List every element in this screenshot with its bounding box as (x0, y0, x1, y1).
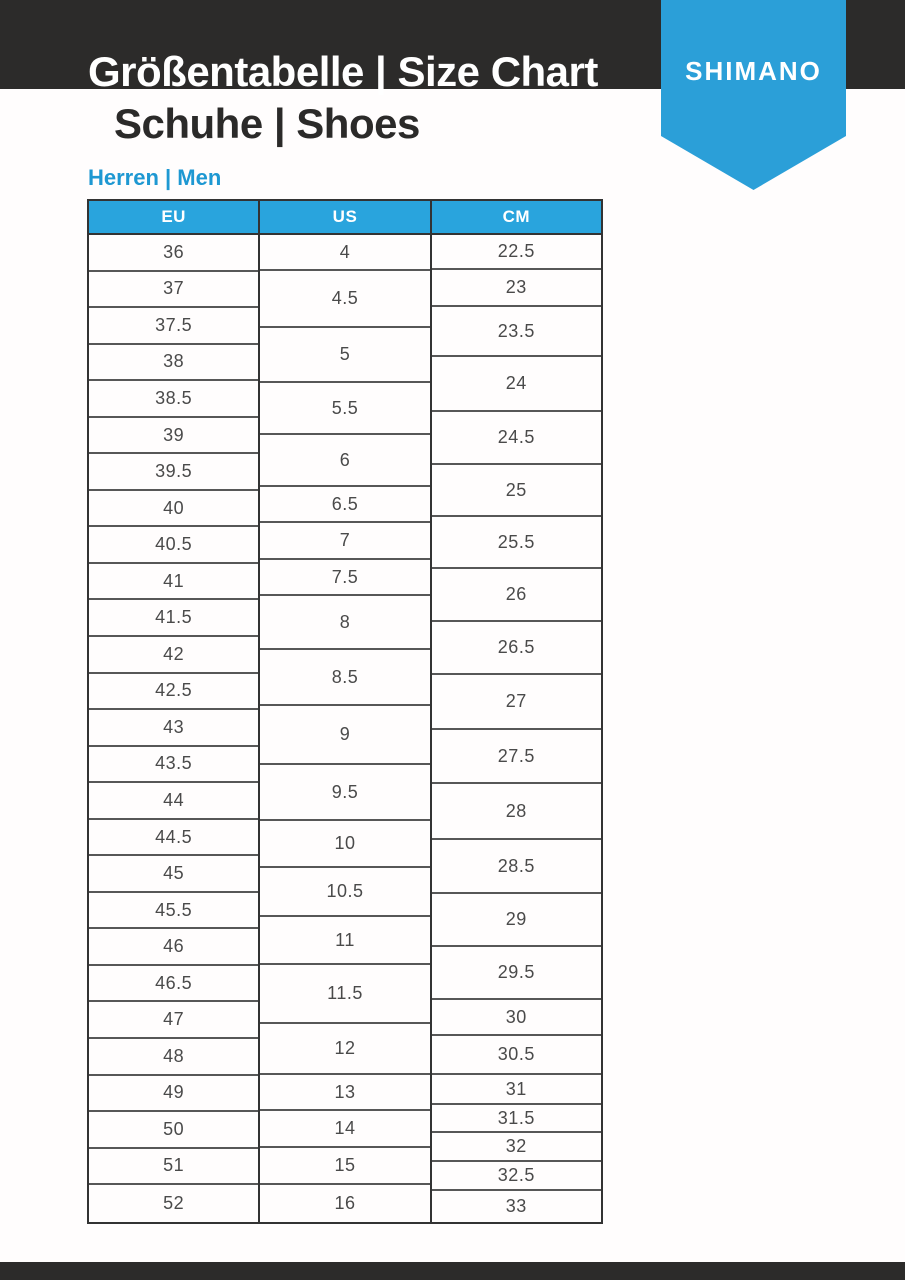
column-header-cm: CM (432, 201, 601, 235)
size-cell-eu-43: 43 (89, 710, 258, 747)
size-cell-us-13: 13 (260, 1075, 429, 1111)
size-cell-eu-39: 39 (89, 418, 258, 455)
size-cell-eu-38: 38 (89, 345, 258, 382)
size-cell-cm-27.5: 27.5 (432, 730, 601, 784)
size-cell-eu-37: 37 (89, 272, 258, 309)
size-cell-cm-24.5: 24.5 (432, 412, 601, 465)
size-cell-us-8: 8 (260, 596, 429, 650)
size-cell-eu-49: 49 (89, 1076, 258, 1113)
size-cell-cm-26: 26 (432, 569, 601, 622)
size-cell-eu-38.5: 38.5 (89, 381, 258, 418)
size-cell-us-11.5: 11.5 (260, 965, 429, 1024)
size-cell-eu-51: 51 (89, 1149, 258, 1186)
column-header-us: US (260, 201, 429, 235)
size-cell-cm-28.5: 28.5 (432, 840, 601, 894)
size-cell-cm-23.5: 23.5 (432, 307, 601, 357)
size-cell-cm-25.5: 25.5 (432, 517, 601, 569)
size-cell-cm-28: 28 (432, 784, 601, 840)
size-cell-us-5: 5 (260, 328, 429, 383)
size-cell-cm-24: 24 (432, 357, 601, 412)
size-cell-cm-33: 33 (505, 1196, 527, 1216)
shimano-ribbon (661, 0, 846, 190)
size-cell-eu-36: 36 (89, 235, 258, 272)
page-title: Größentabelle | Size Chart (88, 48, 598, 95)
size-cell-us-6.5: 6.5 (260, 487, 429, 523)
size-cell-us-8.5: 8.5 (260, 650, 429, 706)
size-cell-us-9.5: 9.5 (260, 765, 429, 821)
size-cell-us-6: 6 (260, 435, 429, 487)
size-cell-eu-41.5: 41.5 (89, 600, 258, 637)
size-cell-eu-50: 50 (89, 1112, 258, 1149)
size-cell-eu-40.5: 40.5 (89, 527, 258, 564)
size-cell-us-4.5: 4.5 (260, 271, 429, 328)
size-cell-us-16: 16 (334, 1193, 356, 1213)
size-cell-eu-52: 52 (163, 1192, 185, 1213)
size-cell-cm-29.5: 29.5 (432, 947, 601, 1000)
size-cell-us-10.5: 10.5 (260, 868, 429, 917)
column-header-eu: EU (89, 201, 258, 235)
bottom-band (0, 1262, 905, 1280)
size-cell-us-7.5: 7.5 (260, 560, 429, 596)
size-cell-eu-37.5: 37.5 (89, 308, 258, 345)
size-cell-eu-39.5: 39.5 (89, 454, 258, 491)
brand-logo: SHIMANO (685, 56, 822, 86)
section-label: Herren | Men (88, 165, 222, 190)
column-eu (89, 201, 258, 1222)
size-cell-cm-30.5: 30.5 (432, 1036, 601, 1075)
size-cell-us-11: 11 (260, 917, 429, 965)
column-us (258, 201, 429, 1222)
size-cell-eu-45: 45 (89, 856, 258, 893)
size-cell-eu-42: 42 (89, 637, 258, 674)
size-cell-cm-25: 25 (432, 465, 601, 517)
size-cell-us-7: 7 (260, 523, 429, 560)
size-cell-us-9: 9 (260, 706, 429, 765)
size-cell-us-12: 12 (260, 1024, 429, 1075)
ribbon-pennant-shape (661, 0, 846, 190)
column-cm (430, 201, 601, 1222)
size-cell-eu-46: 46 (89, 929, 258, 966)
size-cell-eu-47: 47 (89, 1002, 258, 1039)
size-cell-us-5.5: 5.5 (260, 383, 429, 435)
size-cell-cm-27: 27 (432, 675, 601, 730)
size-cell-eu-44.5: 44.5 (89, 820, 258, 857)
size-cell-us-4: 4 (260, 235, 429, 271)
size-cell-cm-31.5: 31.5 (432, 1105, 601, 1133)
size-cell-cm-23: 23 (432, 270, 601, 307)
size-cell-eu-43.5: 43.5 (89, 747, 258, 784)
page-subtitle: Schuhe | Shoes (114, 100, 420, 147)
size-cell-cm-30: 30 (432, 1000, 601, 1036)
size-cell-cm-31: 31 (432, 1075, 601, 1105)
size-cell-cm-26.5: 26.5 (432, 622, 601, 675)
size-table (87, 199, 603, 1224)
size-cell-eu-48: 48 (89, 1039, 258, 1076)
size-cell-eu-46.5: 46.5 (89, 966, 258, 1003)
size-cell-eu-45.5: 45.5 (89, 893, 258, 930)
size-cell-eu-44: 44 (89, 783, 258, 820)
size-cell-cm-29: 29 (432, 894, 601, 947)
size-cell-cm-32.5: 32.5 (432, 1162, 601, 1191)
size-cell-eu-42.5: 42.5 (89, 674, 258, 711)
size-cell-eu-41: 41 (89, 564, 258, 601)
size-cell-cm-22.5: 22.5 (432, 235, 601, 270)
size-cell-us-14: 14 (260, 1111, 429, 1148)
size-cell-us-10: 10 (260, 821, 429, 868)
size-cell-us-15: 15 (260, 1148, 429, 1185)
size-cell-cm-32: 32 (432, 1133, 601, 1162)
size-cell-eu-40: 40 (89, 491, 258, 528)
